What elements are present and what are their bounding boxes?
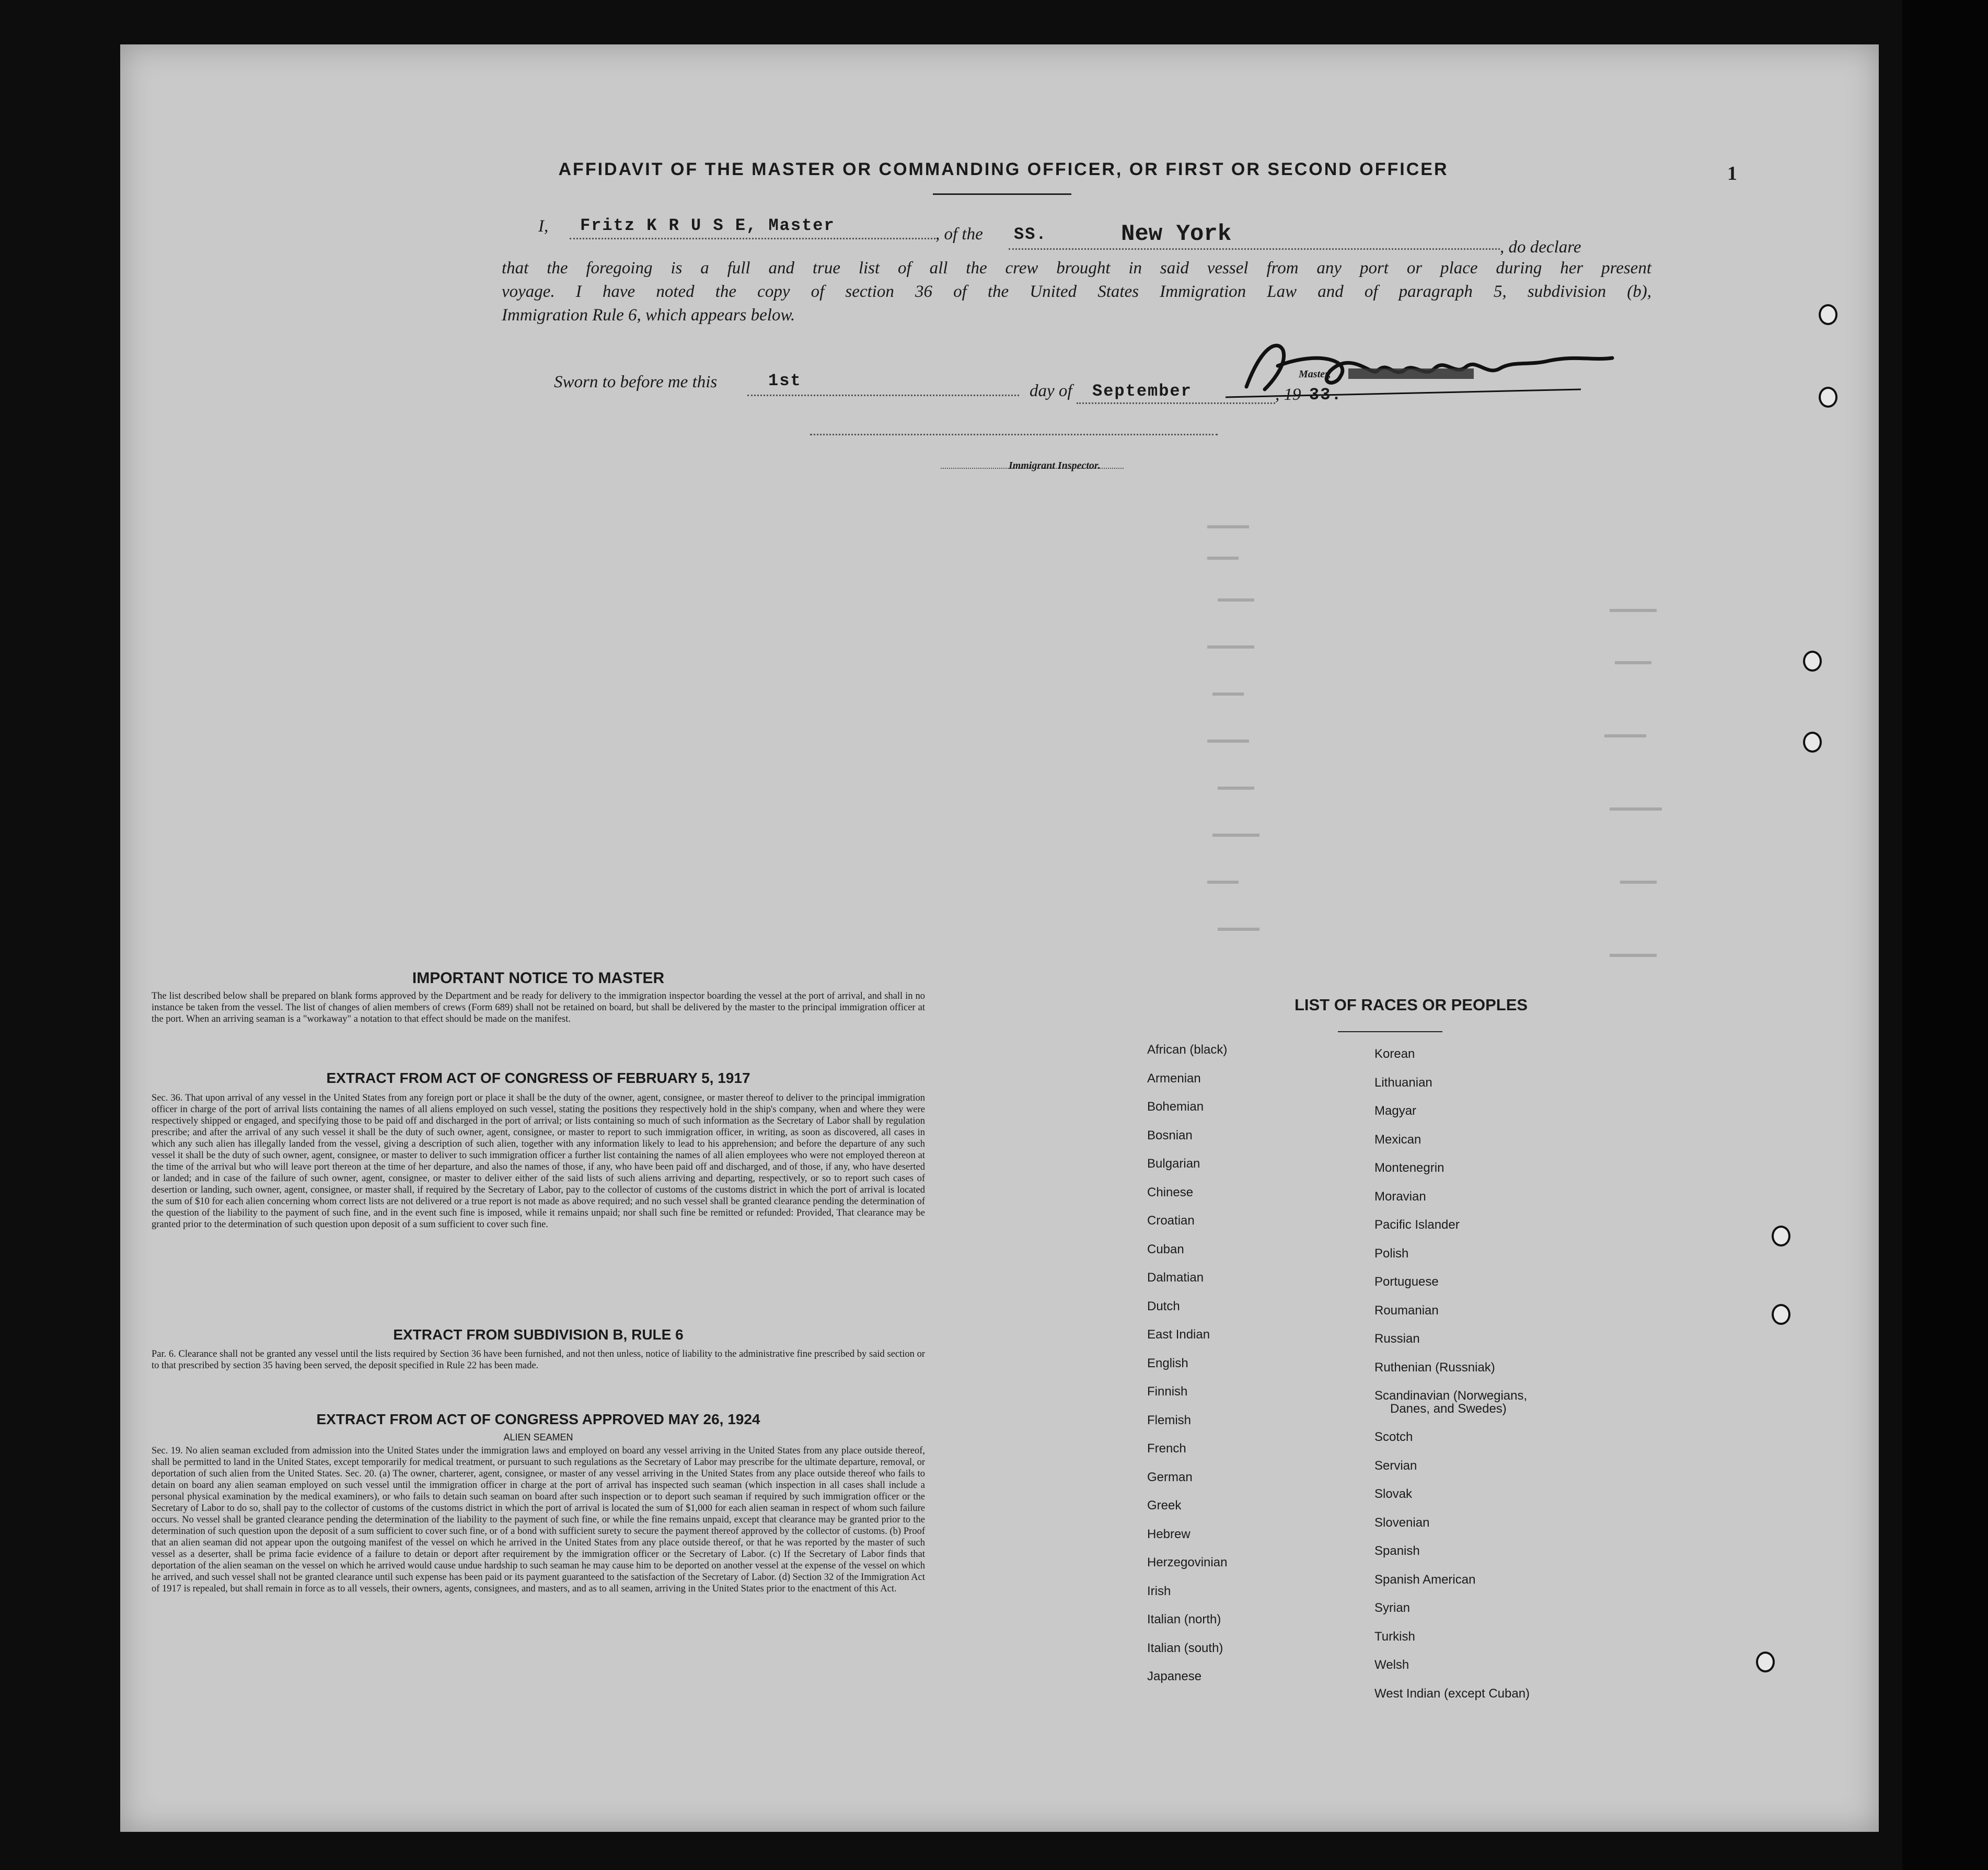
race-item: Montenegrin: [1374, 1161, 1444, 1175]
race-item: Pacific Islander: [1374, 1218, 1460, 1232]
race-item: Greek: [1147, 1498, 1182, 1513]
rule6-text: Par. 6. Clearance shall not be granted any vessel until the lists required by Section 36 have been furnished, and not then unless, notice of liability to the administrative fine prescribed by said section or to that prescribed by section 35 having been served, the deposit specified in Rule 22 has been made.: [152, 1349, 925, 1371]
day-of-label: day of: [1030, 382, 1072, 400]
bleed-through-marks: [1009, 515, 1688, 1037]
race-item: Spanish: [1374, 1544, 1420, 1558]
race-item: Spanish American: [1374, 1572, 1476, 1587]
race-item: Lithuanian: [1374, 1075, 1432, 1090]
race-item: Dutch: [1147, 1299, 1180, 1313]
of-the-label: , of the: [935, 225, 983, 244]
binder-hole: [1803, 651, 1822, 672]
do-declare-label: , do declare: [1500, 238, 1581, 257]
binder-hole: [1803, 732, 1822, 753]
race-item: Cuban: [1147, 1242, 1184, 1256]
sworn-day-line: [747, 395, 1019, 396]
affidavit-body-line1: that the foregoing is a full and true list of all the crew brought in said vessel from any port or place during her present: [502, 259, 1651, 278]
race-item: Servian: [1374, 1458, 1417, 1473]
race-item: Japanese: [1147, 1669, 1202, 1683]
race-item: Finnish: [1147, 1384, 1188, 1399]
race-item: Italian (north): [1147, 1612, 1221, 1626]
race-item: Irish: [1147, 1584, 1171, 1598]
master-caption: Master,: [1299, 368, 1331, 380]
race-item: Slovenian: [1374, 1515, 1430, 1530]
race-item: African (black): [1147, 1043, 1228, 1057]
race-item: West Indian (except Cuban): [1374, 1686, 1530, 1701]
race-item: Turkish: [1374, 1629, 1415, 1644]
race-item: Korean: [1374, 1047, 1415, 1061]
inspector-caption: Immigrant Inspector.: [1009, 460, 1101, 471]
race-item: Russian: [1374, 1332, 1420, 1346]
race-item: Italian (south): [1147, 1641, 1223, 1655]
race-item: Slovak: [1374, 1487, 1413, 1501]
race-item: French: [1147, 1441, 1186, 1456]
i-label: I,: [538, 217, 549, 236]
extract-1917-heading: EXTRACT FROM ACT OF CONGRESS OF FEBRUARY 5, 1917: [326, 1070, 750, 1086]
struck-title: [1348, 368, 1474, 379]
race-item: Roumanian: [1374, 1303, 1439, 1318]
race-item: East Indian: [1147, 1328, 1210, 1342]
race-item: Dalmatian: [1147, 1271, 1204, 1285]
race-item: Syrian: [1374, 1601, 1411, 1615]
race-item: Chinese: [1147, 1185, 1194, 1199]
document-page: [120, 44, 1879, 1832]
vessel-prefix: SS.: [1014, 225, 1047, 244]
binder-hole: [1772, 1304, 1790, 1325]
races-heading-underline: [1338, 1031, 1442, 1032]
master-name-line: [570, 238, 935, 239]
race-item: Danes, and Swedes): [1390, 1401, 1507, 1416]
race-item: Flemish: [1147, 1413, 1192, 1427]
binder-hole: [1819, 387, 1837, 408]
notice-heading: IMPORTANT NOTICE TO MASTER: [412, 969, 665, 987]
race-item: Scotch: [1374, 1430, 1413, 1444]
extract-1924-text: Sec. 19. No alien seaman excluded from admission into the United States under the immigration laws and employed on board any vessel arriving in the United States from any place outside thereof, shall be permitted to land in the United States, except temporarily for medical treatment, or pursuant to such regulations as the Secretary of Labor may prescribe for the ultimate departure, removal, or deportation of such alien from the United States. Sec. 20. (a) The owner, charterer, agent, consignee, or master of any vessel arriving in the United States from any place outside thereof who fails to detain on board any alien seaman employed on such vessel until the immigration officer in charge at the port of arrival has inspected such seaman (which inspection in all cases shall include a personal physical examination by the medical examiners), or who fails to detain such seaman on board after such inspection or to deport such seaman if required by such immigration officer or the Secretary of Labor to do so, shall pay to the collector of customs of the customs district in which the port of arrival is located the sum of $1,000 for each alien seaman in respect of whom such failure occurs. No vessel shall be granted clearance pending the determination of the liability to the payment of such fine, or while the fine remains unpaid, except that clearance may be granted prior to the determination of such question upon the deposit of a sum sufficient to cover such fine, or of a bond with sufficient surety to secure the payment thereof approved by the collector of customs. (b) Proof that an alien seaman did not appear upon the outgoing manifest of the vessel on which he arrived in the United States from any place outside thereof, or that he was reported by the master of such vessel as a deserter, shall be prima facie evidence of a failure to detain or deport after requirement by the immigration officer or the Secretary of Labor. (c) If the Secretary of Labor finds that deportation of the alien seaman on the vessel on which he arrived would cause undue hardship to such seaman he may cause him to be deported on another vessel at the expense of the vessel on which he arrived, and such vessel shall not be granted clearance until such expense has been paid or its payment guaranteed to the satisfaction of the Secretary of Labor. (d) Section 32 of the Immigration Act of 1917 is repealed, but shall remain in force as to all vessels, their owners, agents, consignees, and masters, and as to all seamen, arriving in the United States prior to the enactment of this Act.: [152, 1446, 925, 1594]
notice-text: The list described below shall be prepared on blank forms approved by the Department and be ready for delivery to the immigration inspector boarding the vessel at the port of arrival, and shall in no instance be taken from the vessel. The list of changes of alien members of crews (Form 689) shall not be retained on board, but shall be delivered by the master to the principal immigration officer at the port. When an arriving seaman is a "workaway" a notation to that effect should be made on the manifest.: [152, 991, 925, 1024]
race-item: Portuguese: [1374, 1275, 1439, 1289]
sworn-month-line: [1077, 402, 1275, 404]
film-border-right: [1902, 0, 1988, 1870]
vessel-name-line: [1009, 248, 1500, 250]
race-item: Polish: [1374, 1246, 1409, 1261]
binder-hole: [1772, 1226, 1790, 1246]
race-item: Scandinavian (Norwegians,: [1374, 1389, 1528, 1403]
race-item: Herzegovinian: [1147, 1555, 1228, 1569]
rule6-heading: EXTRACT FROM SUBDIVISION B, RULE 6: [393, 1326, 684, 1343]
title-underline: [933, 193, 1071, 195]
race-item: Bohemian: [1147, 1100, 1204, 1114]
race-item: Croatian: [1147, 1214, 1195, 1228]
race-item: Armenian: [1147, 1071, 1201, 1086]
master-name: Fritz K R U S E, Master: [580, 216, 835, 235]
extract-1924-heading: EXTRACT FROM ACT OF CONGRESS APPROVED MAY 26, 1924: [316, 1411, 760, 1427]
affidavit-body-line2: voyage. I have noted the copy of section 36 of the United States Immigration Law and of paragraph 5, subdivision (b),: [502, 282, 1651, 301]
sworn-label: Sworn to before me this: [554, 373, 718, 391]
binder-hole: [1756, 1652, 1775, 1672]
race-item: Welsh: [1374, 1658, 1409, 1672]
race-item: Bosnian: [1147, 1128, 1193, 1142]
inspector-signature-line: [810, 434, 1218, 435]
race-item: Magyar: [1374, 1104, 1417, 1118]
race-item: German: [1147, 1470, 1193, 1484]
race-item: Mexican: [1374, 1132, 1421, 1147]
year-prefix: , 19: [1275, 385, 1301, 404]
races-heading: LIST OF RACES OR PEOPLES: [1294, 996, 1528, 1014]
affidavit-body-line3: Immigration Rule 6, which appears below.: [502, 306, 795, 325]
race-item: English: [1147, 1356, 1188, 1370]
race-item: Ruthenian (Russniak): [1374, 1360, 1495, 1375]
vessel-name: New York: [1121, 221, 1232, 247]
race-item: Moravian: [1374, 1189, 1426, 1204]
sworn-day: 1st: [768, 371, 802, 390]
sworn-month: September: [1092, 382, 1192, 401]
race-item: Bulgarian: [1147, 1157, 1200, 1171]
sworn-year: 33.: [1309, 385, 1343, 405]
affidavit-title: AFFIDAVIT OF THE MASTER OR COMMANDING OFFICER, OR FIRST OR SECOND OFFICER: [558, 159, 1449, 179]
extract-1924-subheading: ALIEN SEAMEN: [503, 1432, 573, 1442]
extract-1917-text: Sec. 36. That upon arrival of any vessel in the United States from any foreign port or place it shall be the duty of the owner, agent, consignee, or master thereof to deliver to the principal immigration officer in charge of the port of arrival lists containing the names of all aliens employed on such vessel, stating the positions they respectively hold in the ship's company, when and where they were respectively shipped or engaged, and specifying those to be paid off and discharged in the port of arrival; or lists containing so much of such information as the Secretary of Labor shall by regulation prescribe; and after the arrival of any such vessel it shall be the duty of such owner, agent, consignee, or master to report to such immigration officer, in writing, as soon as discovered, all cases in which any such alien has illegally landed from the vessel, giving a description of such alien, together with any information likely to lead to his apprehension; and before the departure of any such vessel it shall be the duty of such owner, agent, consignee, or master to deliver to such immigration officer a further list containing the names of all alien employees who were not employed thereon at the time of the arrival but who will leave port thereon at the time of her departure, and also the names of those, if any, who have been paid off and discharged, and of those, if any, who have deserted or landed; and in case of the failure of such owner, agent, consignee, or master to deliver either of the said lists of such aliens arriving and departing, respectively, or so to report such cases of desertion or landing, such owner, agent, consignee, or master shall, if required by the Secretary of Labor, pay to the collector of customs of the customs district in which the port of arrival is located the sum of $10 for each alien concerning whom correct lists are not delivered or a true report is not made as above required; and no such vessel shall be granted clearance pending the determination of the question of the liability to the payment of such fine, and in the event such fine is imposed, while it remains unpaid; nor shall such fine be remitted or refunded: Provided, That clearance may be granted prior to the determination of such question upon deposit of a sum sufficient to cover such fine.: [152, 1093, 925, 1230]
binder-hole: [1819, 304, 1837, 325]
race-item: Hebrew: [1147, 1527, 1191, 1541]
page-mark: 1: [1727, 163, 1737, 184]
